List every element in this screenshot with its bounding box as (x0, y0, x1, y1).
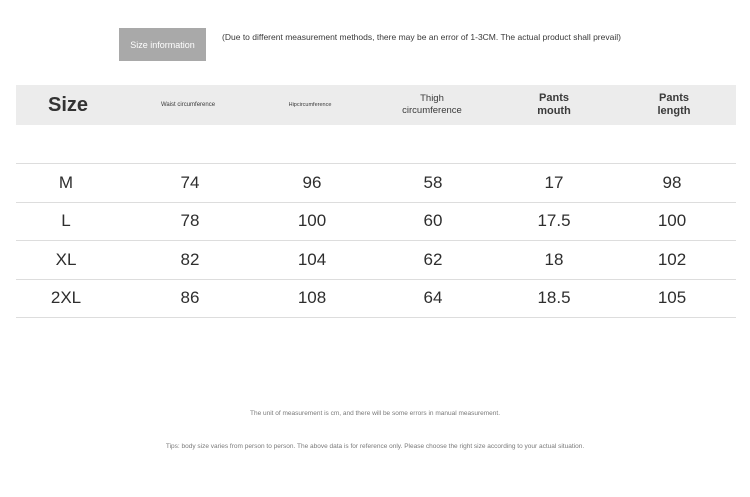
header-pants-length: Pants length (657, 92, 691, 117)
table-row (16, 241, 736, 280)
cell-thigh: 60 (423, 211, 443, 231)
header-hip: Hipcircumference (288, 102, 332, 108)
cell-waist: 86 (180, 288, 200, 308)
cell-hip: 100 (297, 211, 327, 231)
cell-pants-mouth: 17.5 (537, 211, 571, 231)
cell-pants-length: 105 (657, 288, 687, 308)
cell-pants-length: 102 (657, 249, 687, 269)
size-information-badge: Size information (119, 28, 206, 61)
cell-hip: 96 (302, 172, 322, 192)
cell-waist: 74 (180, 172, 200, 192)
cell-thigh: 62 (423, 249, 443, 269)
table-row (16, 163, 736, 203)
cell-hip: 104 (297, 249, 327, 269)
size-table-body (16, 163, 736, 318)
cell-thigh: 64 (423, 288, 443, 308)
header-pants-mouth: Pants mouth (537, 92, 571, 117)
cell-pants-length: 100 (657, 211, 687, 231)
cell-size: 2XL (50, 288, 82, 308)
cell-pants-mouth: 18.5 (537, 288, 571, 308)
measurement-disclaimer: (Due to different measurement methods, there may be an error of 1-3CM. The actual product shall prevail) (222, 32, 621, 42)
cell-pants-mouth: 17 (544, 172, 564, 192)
cell-waist: 82 (180, 249, 200, 269)
cell-size: XL (55, 249, 77, 269)
table-row (16, 280, 736, 319)
table-header (16, 85, 736, 125)
cell-hip: 108 (297, 288, 327, 308)
header-size: Size (47, 93, 89, 116)
header-waist: Waist circumference (160, 102, 216, 108)
tips-note: Tips: body size varies from person to person. The above data is for reference only. Please choose the right size according to your actual situation. (165, 443, 585, 450)
header-thigh: Thigh circumference (402, 93, 462, 116)
cell-waist: 78 (180, 211, 200, 231)
unit-note: The unit of measurement is cm, and there will be some errors in manual measurement. (250, 410, 500, 417)
table-row (16, 203, 736, 242)
cell-thigh: 58 (423, 172, 443, 192)
cell-size: M (58, 172, 74, 192)
cell-size: L (61, 211, 71, 231)
cell-pants-mouth: 18 (544, 249, 564, 269)
cell-pants-length: 98 (662, 172, 682, 192)
